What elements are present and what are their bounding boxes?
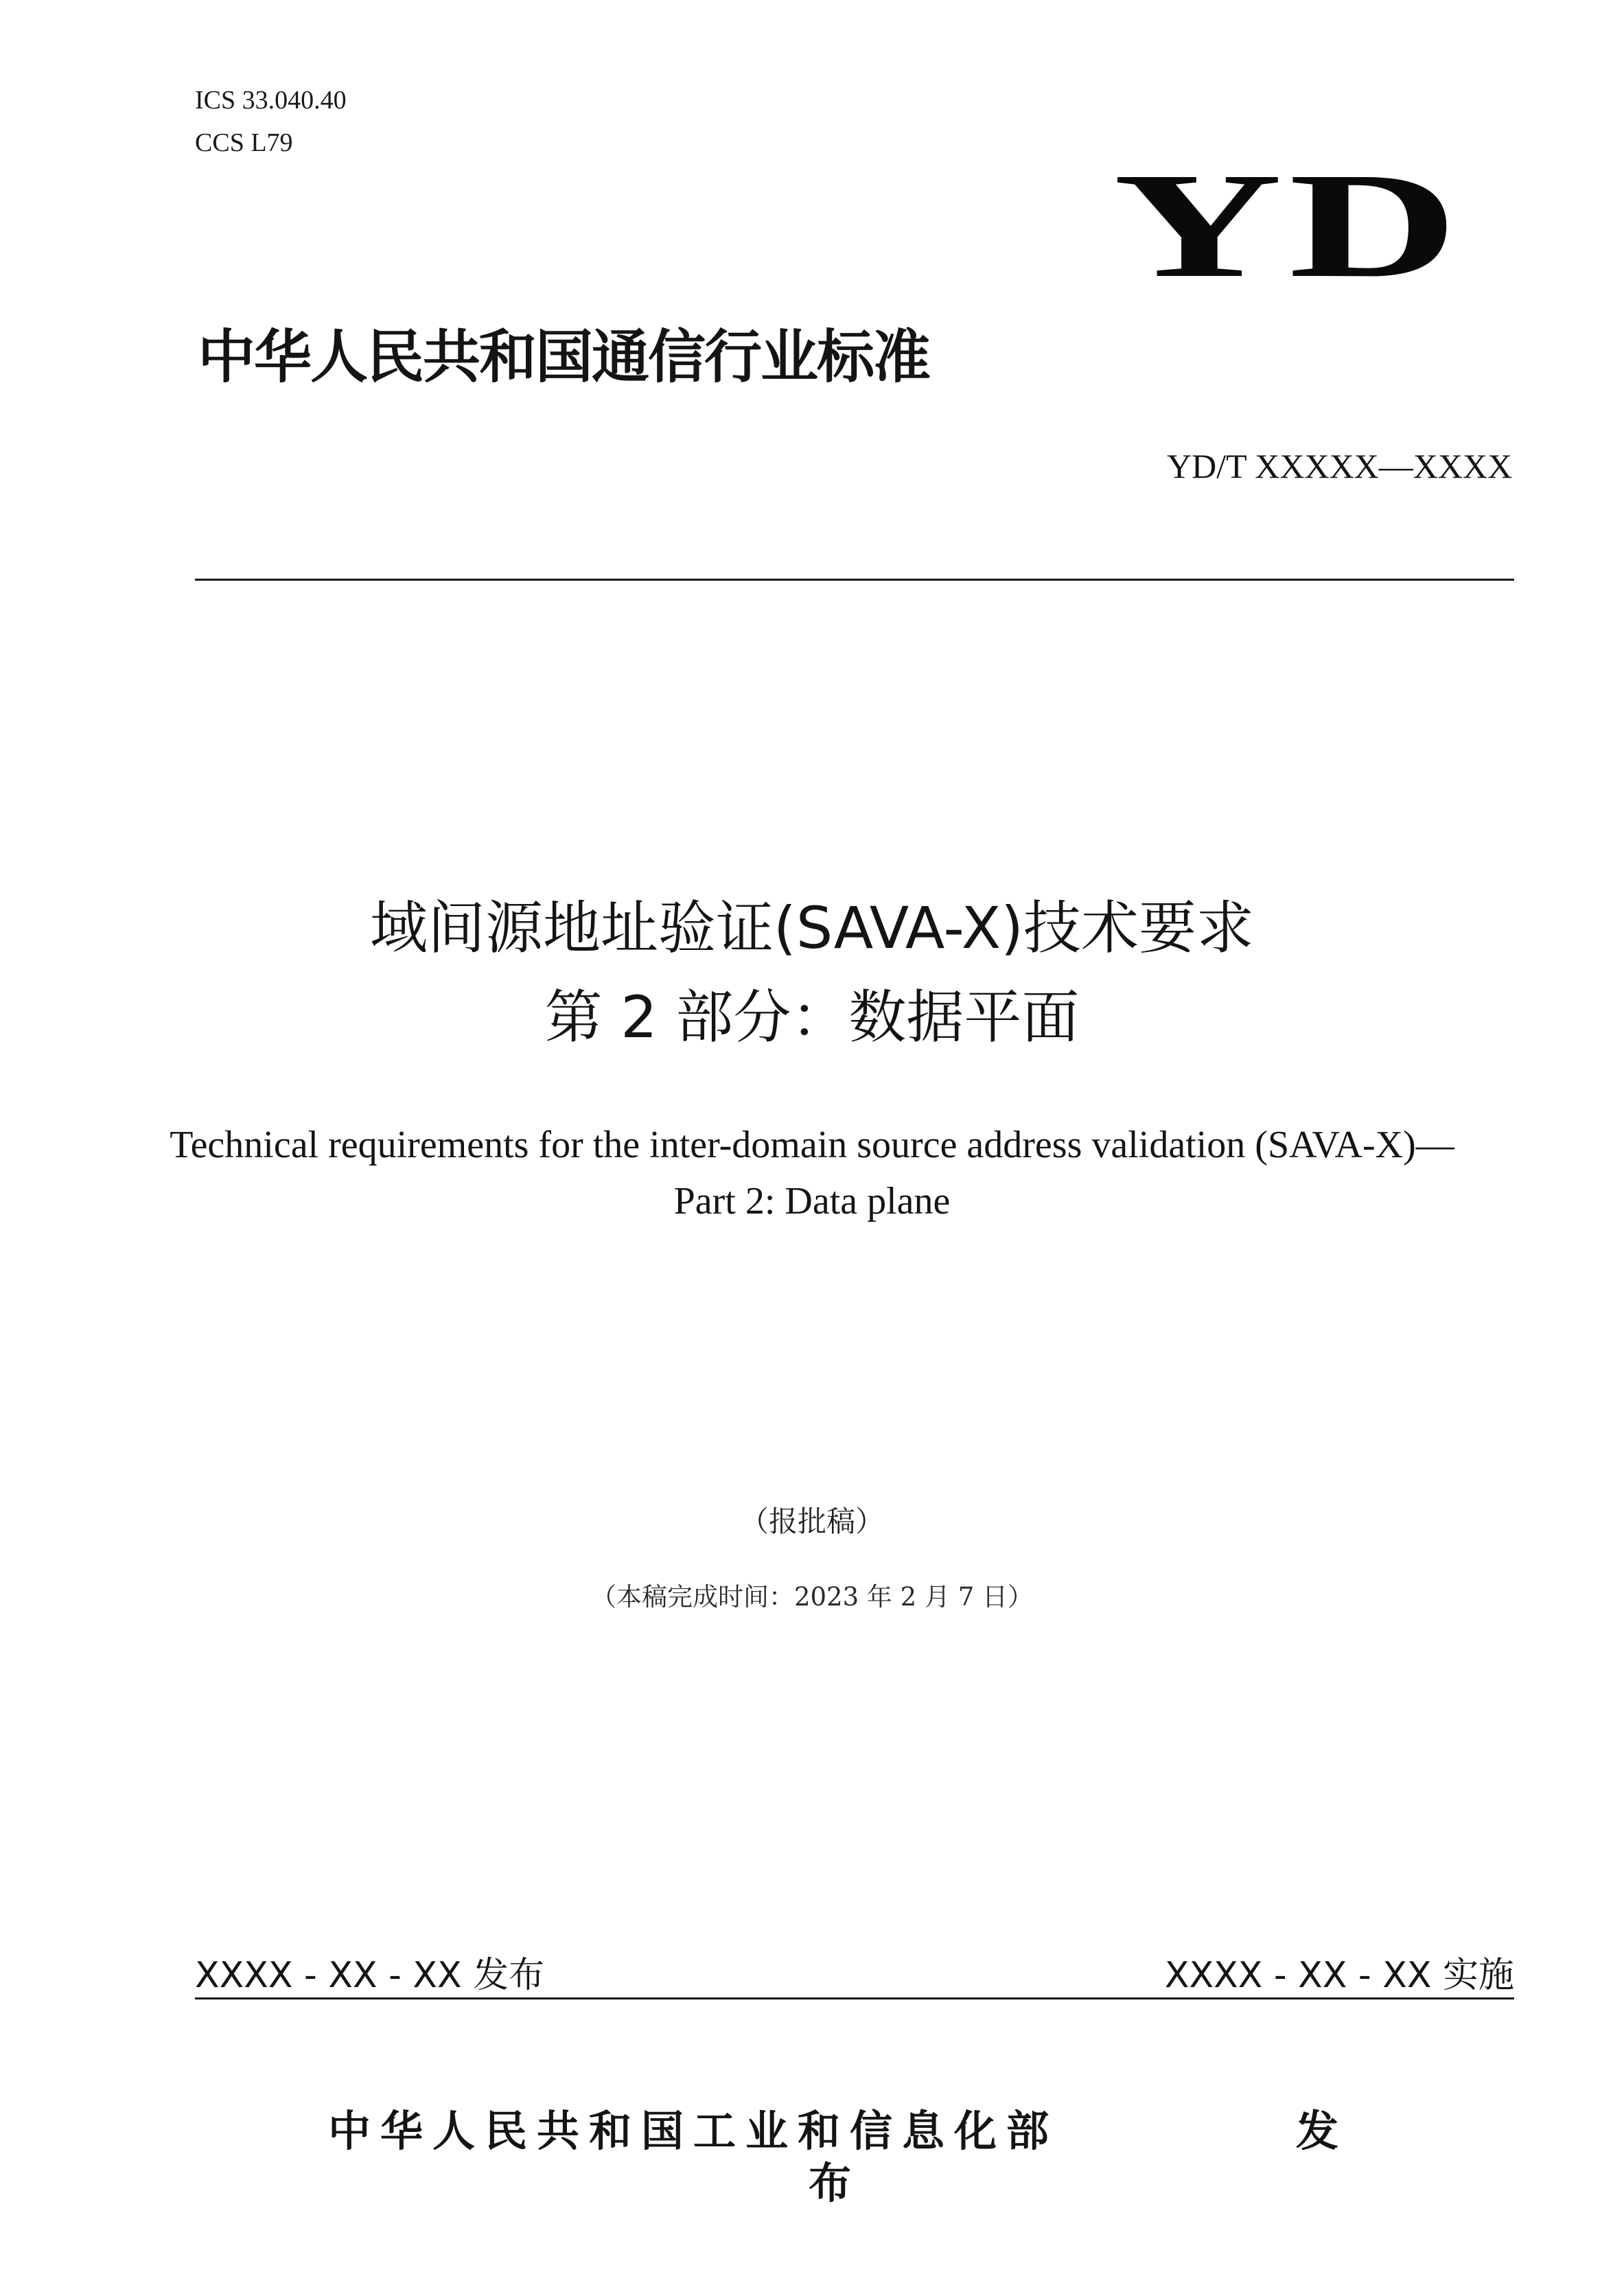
issuing-authority: 中华人民共和国工业和信息化部 [328, 2106, 1059, 2156]
yd-logo: YD [1113, 141, 1465, 309]
header-divider [195, 579, 1514, 581]
standard-number: YD/T XXXXX—XXXX [1167, 447, 1513, 485]
standard-type-title: 中华人民共和国通信行业标准 [198, 323, 930, 391]
implement-date: XXXX - XX - XX 实施 [1164, 1955, 1514, 1996]
issue-action-part1: 发 [1296, 2106, 1349, 2156]
document-title-en-line2: Part 2: Data plane [673, 1180, 951, 1222]
draft-stage-label: （报批稿） [739, 1505, 884, 1538]
document-title-cn-line1: 域间源地址验证(SAVA-X)技术要求 [370, 894, 1254, 962]
document-title-en-line1: Technical requirements for the inter-domain source address validation (SAVA-X)— [170, 1124, 1454, 1166]
ics-code: ICS 33.040.40 [195, 86, 347, 115]
publish-date: XXXX - XX - XX 发布 [195, 1955, 545, 1996]
footer-divider [195, 1997, 1514, 1999]
ccs-code: CCS L79 [195, 128, 293, 157]
completion-date: （本稿完成时间：2023 年 2 月 7 日） [590, 1582, 1034, 1612]
document-title-cn-line2: 第 2 部分：数据平面 [544, 984, 1080, 1051]
issue-action-part2: 布 [809, 2158, 861, 2208]
